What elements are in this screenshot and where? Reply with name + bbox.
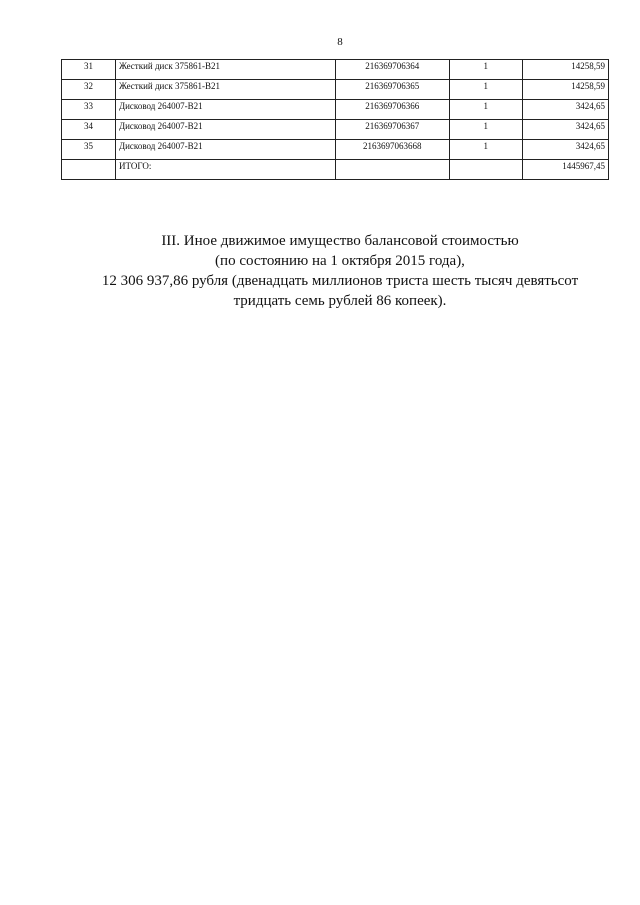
inventory-number: 2163697063668 [335, 140, 449, 160]
book-value: 3424,65 [522, 120, 608, 140]
assets-table [61, 59, 609, 180]
inventory-number: 216369706364 [335, 60, 449, 80]
item-name: Жесткий диск 375861-B21 [115, 60, 335, 80]
total-row [62, 160, 609, 180]
quantity: 1 [449, 100, 522, 120]
book-value: 3424,65 [522, 140, 608, 160]
table-row [62, 140, 609, 160]
total-empty-cell [335, 160, 449, 180]
item-name: Жесткий диск 375861-B21 [115, 80, 335, 100]
total-label: ИТОГО: [115, 160, 335, 180]
book-value: 3424,65 [522, 100, 608, 120]
total-empty-cell [449, 160, 522, 180]
table-row [62, 100, 609, 120]
row-number: 31 [62, 60, 116, 80]
section-amount: 12 306 937,86 рубля (двенадцать миллионов триста шесть тысяч девятьсот [101, 273, 579, 289]
assets-table-body [62, 60, 609, 180]
total-empty-cell [62, 160, 116, 180]
table-row [62, 80, 609, 100]
quantity: 1 [449, 140, 522, 160]
row-number: 33 [62, 100, 116, 120]
inventory-number: 216369706366 [335, 100, 449, 120]
page-number: 8 [337, 36, 343, 48]
inventory-number: 216369706367 [335, 120, 449, 140]
section-date: (по состоянию на 1 октября 2015 года), [215, 253, 465, 269]
book-value: 14258,59 [522, 60, 608, 80]
item-name: Дисковод 264007-B21 [115, 140, 335, 160]
row-number: 35 [62, 140, 116, 160]
item-name: Дисковод 264007-B21 [115, 120, 335, 140]
inventory-number: 216369706365 [335, 80, 449, 100]
quantity: 1 [449, 80, 522, 100]
row-number: 32 [62, 80, 116, 100]
book-value: 14258,59 [522, 80, 608, 100]
total-value: 1445967,45 [522, 160, 608, 180]
table-row [62, 120, 609, 140]
section-title: III. Иное движимое имущество балансовой стоимостью [161, 233, 519, 249]
row-number: 34 [62, 120, 116, 140]
table-row [62, 60, 609, 80]
quantity: 1 [449, 120, 522, 140]
section-heading [0, 231, 640, 311]
section-amount-words: тридцать семь рублей 86 копеек). [233, 293, 447, 309]
quantity: 1 [449, 60, 522, 80]
item-name: Дисковод 264007-B21 [115, 100, 335, 120]
